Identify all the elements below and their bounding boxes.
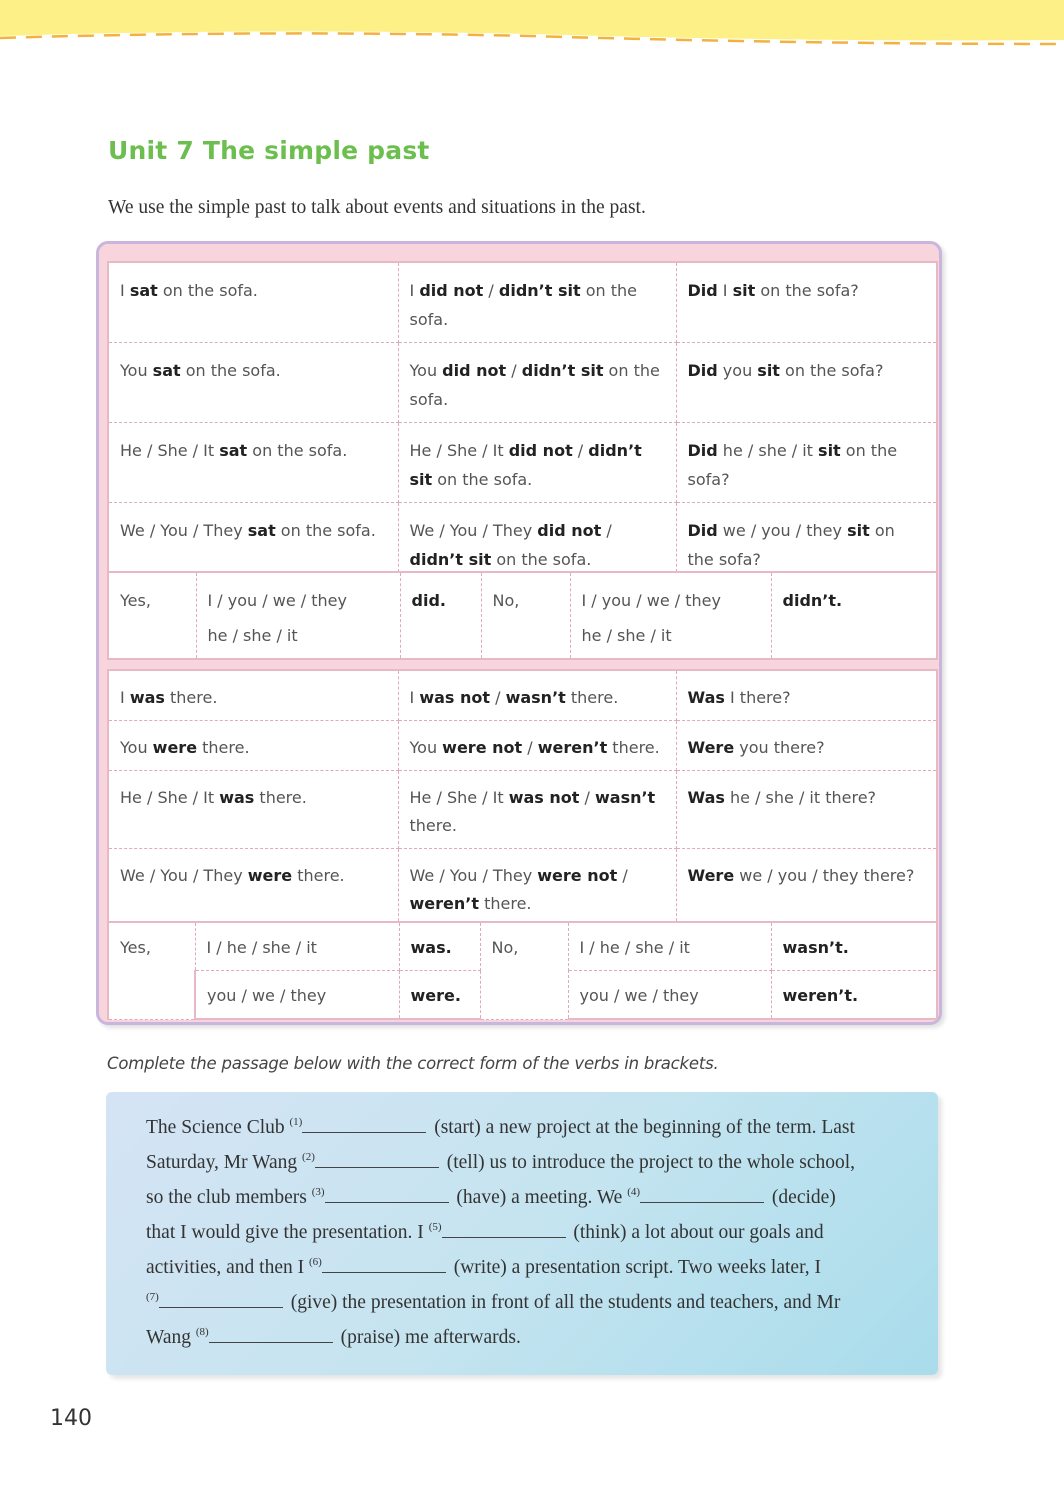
- key-verb-form: didn’t sit: [409, 441, 642, 489]
- answer-blank[interactable]: [209, 1325, 333, 1343]
- intro-text: We use the simple past to talk about events and situations in the past.: [108, 197, 646, 218]
- negative-cell: We / You / They were not / weren’t there.: [398, 849, 676, 928]
- question-cell: Did he / she / it sit on the sofa?: [676, 423, 937, 503]
- question-cell: Were you there?: [676, 721, 937, 771]
- blank-number: (4): [627, 1186, 641, 1198]
- table-row: [108, 670, 937, 721]
- key-verb-form: sat: [247, 521, 276, 540]
- short-answer-pronouns: [570, 572, 771, 659]
- table-row: [108, 922, 937, 971]
- short-answer-pronoun: you / we / they: [568, 971, 771, 1020]
- blank-number: (2): [302, 1151, 315, 1163]
- table-row: [108, 849, 937, 928]
- negative-cell: You were not / weren’t there.: [398, 721, 676, 771]
- short-answer-verb: was.: [399, 922, 480, 971]
- key-verb-form: were: [247, 866, 293, 885]
- short-answer-no: No,: [480, 922, 568, 1019]
- passage-line: $^{(7)}$ (give) the presentation in front of all the students and teachers, and Mr: [146, 1291, 841, 1313]
- affirmative-cell: You were there.: [108, 721, 398, 771]
- exercise-instruction: Complete the passage below with the correct form of the verbs in brackets.: [107, 1054, 719, 1073]
- key-verb-form: didn’t sit: [521, 361, 604, 380]
- key-verb-form: was not: [419, 688, 491, 707]
- top-banner: [0, 0, 1064, 48]
- key-verb-form: did not: [537, 521, 602, 540]
- key-verb-form: didn’t sit: [498, 281, 581, 300]
- key-verb-form: sit: [757, 361, 780, 380]
- table-row: [108, 721, 937, 771]
- banner-graphic: [0, 0, 1064, 48]
- key-verb-form: sat: [152, 361, 181, 380]
- question-cell: Did you sit on the sofa?: [676, 343, 937, 423]
- key-verb-form: weren’t: [409, 894, 479, 913]
- key-verb-form: sit: [818, 441, 841, 460]
- negative-cell: You did not / didn’t sit on the sofa.: [398, 343, 676, 423]
- key-verb-form: did not: [442, 361, 507, 380]
- sit-short-answers-table: [107, 571, 938, 660]
- exercise-box: [106, 1092, 938, 1375]
- pronoun-group: I / you / we / they: [581, 591, 721, 610]
- key-verb-form: did not: [508, 441, 573, 460]
- page-number: 140: [50, 1406, 92, 1431]
- key-verb-form: were: [152, 738, 198, 757]
- question-cell: Was I there?: [676, 670, 937, 721]
- key-verb-form: sat: [129, 281, 158, 300]
- answer-blank[interactable]: [315, 1150, 439, 1168]
- passage-line: that I would give the presentation. I $^{(5)}$ (think) a lot about our goals and: [146, 1221, 824, 1243]
- exercise-passage: [146, 1110, 906, 1355]
- blank-number: (5): [428, 1221, 442, 1233]
- blank-number: (1): [289, 1116, 303, 1128]
- key-verb-form: wasn’t: [505, 688, 566, 707]
- key-verb-form: sat: [219, 441, 248, 460]
- affirmative-cell: You sat on the sofa.: [108, 343, 398, 423]
- negative-cell: I was not / wasn’t there.: [398, 670, 676, 721]
- table-row: [108, 572, 937, 659]
- key-verb-form: was not: [508, 788, 580, 807]
- short-answer-verb: were.: [399, 971, 480, 1020]
- key-verb-form: sit: [732, 281, 756, 300]
- be-forms-table: [107, 669, 938, 928]
- short-answer-pronoun: you / we / they: [195, 971, 399, 1020]
- key-verb-form: didn’t sit: [409, 550, 492, 569]
- key-verb-form: Did: [687, 281, 718, 300]
- answer-blank[interactable]: [325, 1185, 449, 1203]
- short-answer-yes: Yes,: [108, 922, 195, 1019]
- blank-number: (8): [195, 1326, 209, 1338]
- be-short-answers-table: [107, 921, 938, 1020]
- key-verb-form: were not: [537, 866, 618, 885]
- affirmative-cell: I was there.: [108, 670, 398, 721]
- key-verb-form: was: [129, 688, 165, 707]
- question-cell: Did we / you / they sit on the sofa?: [676, 503, 937, 584]
- affirmative-cell: I sat on the sofa.: [108, 262, 398, 343]
- short-answer-yes: Yes,: [108, 572, 196, 659]
- page-title: Unit 7 The simple past: [108, 136, 430, 165]
- affirmative-cell: We / You / They were there.: [108, 849, 398, 928]
- short-answer-verb: didn’t.: [771, 572, 937, 659]
- short-answer-no: No,: [481, 572, 570, 659]
- short-answer-pronoun: I / he / she / it: [195, 922, 399, 971]
- key-verb-form: did not: [419, 281, 484, 300]
- key-verb-form: Were: [687, 866, 735, 885]
- key-verb-form: Did: [687, 361, 718, 380]
- affirmative-cell: We / You / They sat on the sofa.: [108, 503, 398, 584]
- answer-blank[interactable]: [442, 1220, 566, 1238]
- passage-line: Saturday, Mr Wang $^{(2)}$ (tell) us to introduce the project to the whole school,: [146, 1151, 856, 1173]
- sit-forms-table: [107, 261, 938, 584]
- negative-cell: He / She / It was not / wasn’t there.: [398, 771, 676, 849]
- pronoun-group: he / she / it: [581, 626, 672, 645]
- pronoun-group: he / she / it: [207, 626, 298, 645]
- negative-cell: We / You / They did not / didn’t sit on the sofa.: [398, 503, 676, 584]
- passage-line: so the club members $^{(3)}$ (have) a meeting. We $^{(4)}$ (decide): [146, 1186, 836, 1208]
- key-verb-form: were not: [442, 738, 523, 757]
- table-row: [108, 423, 937, 503]
- table-row: [108, 262, 937, 343]
- key-verb-form: weren’t: [537, 738, 608, 757]
- passage-line: activities, and then I $^{(6)}$ (write) a presentation script. Two weeks later, I: [146, 1256, 822, 1278]
- short-answer-verb: wasn’t.: [771, 922, 937, 971]
- negative-cell: He / She / It did not / didn’t sit on the sofa.: [398, 423, 676, 503]
- key-verb-form: was: [219, 788, 255, 807]
- blank-number: (6): [309, 1256, 322, 1268]
- key-verb-form: Was: [687, 788, 725, 807]
- key-verb-form: Did: [687, 441, 718, 460]
- short-answer-pronouns: [196, 572, 400, 659]
- key-verb-form: Was: [687, 688, 725, 707]
- key-verb-form: Were: [687, 738, 735, 757]
- passage-line: The Science Club $^{(1)}$ (start) a new project at the beginning of the term. Last: [146, 1116, 855, 1138]
- affirmative-cell: He / She / It was there.: [108, 771, 398, 849]
- answer-blank[interactable]: [159, 1290, 283, 1308]
- key-verb-form: Did: [687, 521, 718, 540]
- blank-number: (3): [311, 1186, 325, 1198]
- passage-line: Wang $^{(8)}$ (praise) me afterwards.: [146, 1326, 521, 1348]
- negative-cell: I did not / didn’t sit on the sofa.: [398, 262, 676, 343]
- short-answer-pronoun: I / he / she / it: [568, 922, 771, 971]
- question-cell: Was he / she / it there?: [676, 771, 937, 849]
- question-cell: Did I sit on the sofa?: [676, 262, 937, 343]
- question-cell: Were we / you / they there?: [676, 849, 937, 928]
- table-row: [108, 771, 937, 849]
- affirmative-cell: He / She / It sat on the sofa.: [108, 423, 398, 503]
- answer-blank[interactable]: [322, 1255, 446, 1273]
- answer-blank[interactable]: [640, 1185, 764, 1203]
- short-answer-verb: did.: [400, 572, 481, 659]
- table-row: [108, 343, 937, 423]
- key-verb-form: sit: [847, 521, 870, 540]
- key-verb-form: wasn’t: [594, 788, 656, 807]
- answer-blank[interactable]: [302, 1115, 426, 1133]
- blank-number: (7): [146, 1291, 159, 1303]
- short-answer-verb: weren’t.: [771, 971, 937, 1020]
- pronoun-group: I / you / we / they: [207, 591, 347, 610]
